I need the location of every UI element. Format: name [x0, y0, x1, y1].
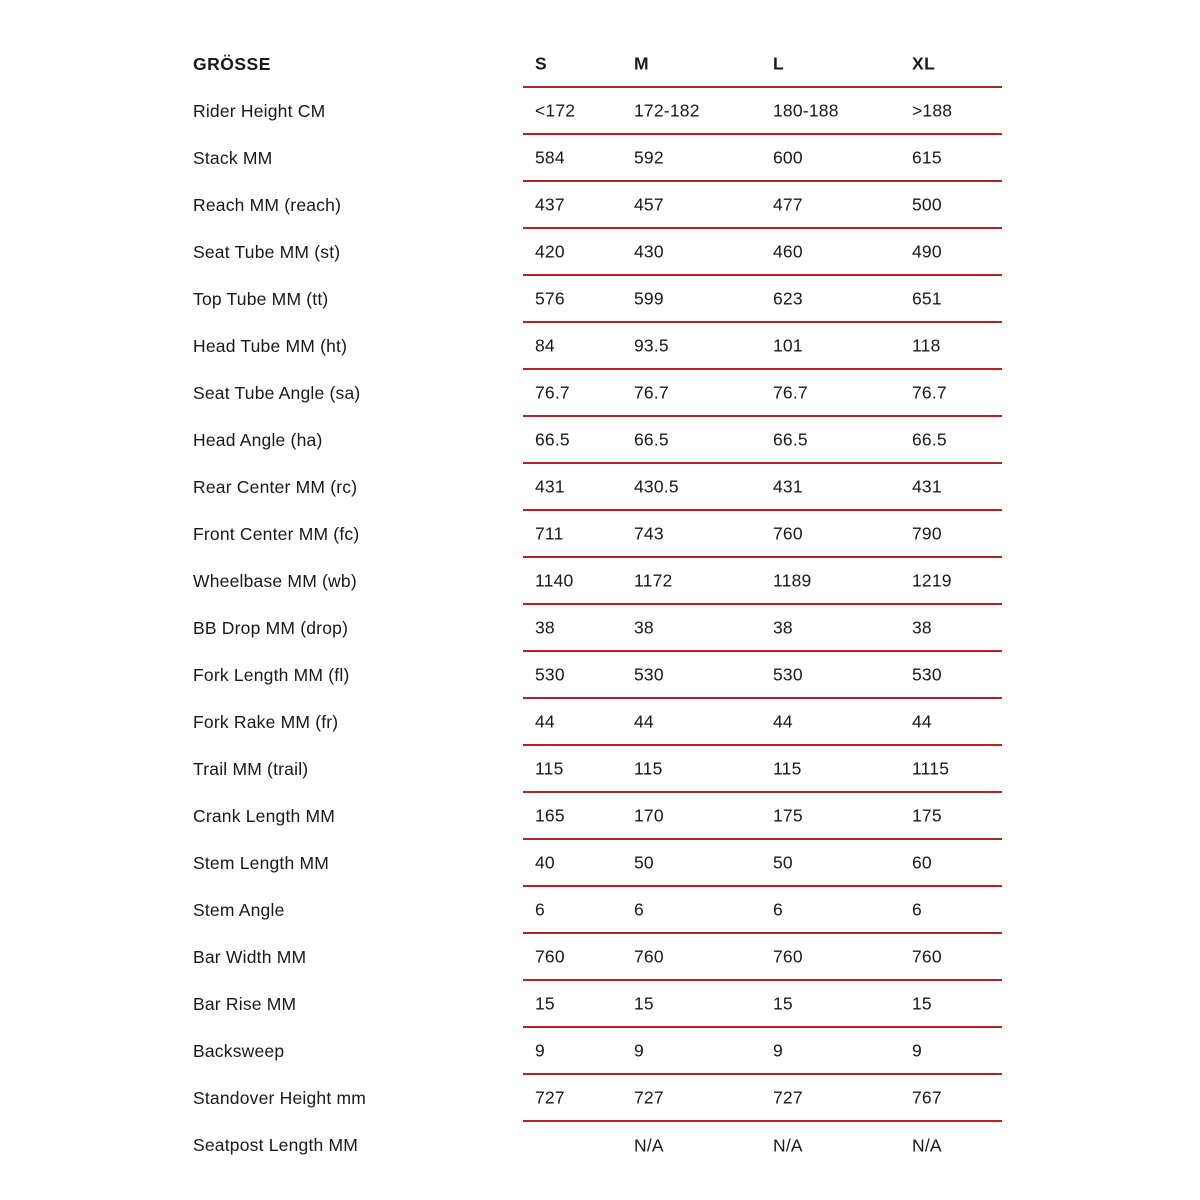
cell-m: 44	[634, 711, 654, 731]
cell-m: 38	[634, 617, 654, 637]
cell-xl: 66.5	[912, 429, 947, 449]
row-values	[523, 370, 1002, 417]
table-row	[0, 793, 1200, 840]
cell-xl: 60	[912, 852, 932, 872]
row-label: Head Tube MM (ht)	[193, 336, 348, 356]
row-values	[523, 981, 1002, 1028]
cell-s: 38	[535, 617, 555, 637]
cell-l: 431	[773, 476, 803, 496]
cell-m: 76.7	[634, 382, 669, 402]
row-label: BB Drop MM (drop)	[193, 618, 349, 638]
cell-xl: 790	[912, 523, 942, 543]
cell-s: 66.5	[535, 429, 570, 449]
cell-l: 44	[773, 711, 793, 731]
cell-xl: 1115	[912, 758, 950, 778]
size-header-label: GRÖSSE	[193, 54, 271, 74]
row-label: Seat Tube MM (st)	[193, 242, 341, 262]
row-label: Rear Center MM (rc)	[193, 477, 358, 497]
cell-xl: 175	[912, 805, 942, 825]
table-row	[0, 887, 1200, 934]
row-values	[523, 793, 1002, 840]
cell-xl: 431	[912, 476, 942, 496]
cell-s: 165	[535, 805, 565, 825]
table-row	[0, 88, 1200, 135]
header-col-xl: XL	[912, 53, 936, 73]
table-row	[0, 1075, 1200, 1122]
row-values	[523, 1122, 1002, 1169]
cell-s: 115	[535, 758, 564, 778]
table-header-row	[0, 41, 1200, 88]
cell-m: 457	[634, 194, 664, 214]
row-values	[523, 182, 1002, 229]
cell-xl: 6	[912, 899, 922, 919]
table-row	[0, 699, 1200, 746]
cell-l: 38	[773, 617, 793, 637]
row-values	[523, 417, 1002, 464]
cell-m: 170	[634, 805, 664, 825]
cell-xl: >188	[912, 100, 953, 120]
cell-s: 9	[535, 1040, 545, 1060]
cell-l: 6	[773, 899, 783, 919]
cell-s: 40	[535, 852, 555, 872]
row-values	[523, 1028, 1002, 1075]
table-row	[0, 558, 1200, 605]
table-row	[0, 1122, 1200, 1169]
row-values	[523, 840, 1002, 887]
cell-s: 711	[535, 523, 564, 543]
header-values	[523, 41, 1002, 88]
cell-m: 6	[634, 899, 644, 919]
table-row	[0, 511, 1200, 558]
row-label: Top Tube MM (tt)	[193, 289, 329, 309]
row-label: Trail MM (trail)	[193, 759, 309, 779]
row-values	[523, 135, 1002, 182]
cell-m: 172-182	[634, 100, 700, 120]
table-row	[0, 746, 1200, 793]
row-label: Backsweep	[193, 1041, 285, 1061]
cell-l: 600	[773, 147, 803, 167]
table-row	[0, 934, 1200, 981]
cell-l: 623	[773, 288, 803, 308]
cell-xl: 651	[912, 288, 942, 308]
cell-l: 460	[773, 241, 803, 261]
cell-xl: 38	[912, 617, 932, 637]
cell-s: 431	[535, 476, 565, 496]
cell-xl: 76.7	[912, 382, 947, 402]
cell-s: 576	[535, 288, 565, 308]
row-values	[523, 464, 1002, 511]
table-row	[0, 605, 1200, 652]
cell-l: 760	[773, 946, 803, 966]
row-label: Bar Width MM	[193, 947, 307, 967]
cell-s: <172	[535, 100, 576, 120]
cell-l: 76.7	[773, 382, 808, 402]
table-row	[0, 840, 1200, 887]
row-label: Bar Rise MM	[193, 994, 297, 1014]
row-values	[523, 1075, 1002, 1122]
row-values	[523, 88, 1002, 135]
cell-l: 477	[773, 194, 803, 214]
cell-xl: 490	[912, 241, 942, 261]
cell-m: 50	[634, 852, 654, 872]
table-row	[0, 652, 1200, 699]
row-label: Seatpost Length MM	[193, 1135, 359, 1155]
row-label: Wheelbase MM (wb)	[193, 571, 357, 591]
cell-m: 592	[634, 147, 664, 167]
cell-l: 760	[773, 523, 803, 543]
cell-l: 15	[773, 993, 793, 1013]
table-row	[0, 1028, 1200, 1075]
cell-xl: 500	[912, 194, 942, 214]
cell-s: 420	[535, 241, 565, 261]
cell-s: 584	[535, 147, 565, 167]
cell-l: 9	[773, 1040, 783, 1060]
cell-xl: 118	[912, 335, 941, 355]
row-values	[523, 229, 1002, 276]
table-row	[0, 182, 1200, 229]
row-values	[523, 276, 1002, 323]
cell-l: 115	[773, 758, 802, 778]
row-values	[523, 934, 1002, 981]
row-label: Head Angle (ha)	[193, 430, 323, 450]
cell-m: 430.5	[634, 476, 679, 496]
cell-xl: 44	[912, 711, 932, 731]
row-label: Stem Angle	[193, 900, 285, 920]
cell-l: N/A	[773, 1135, 803, 1155]
row-label: Standover Height mm	[193, 1088, 367, 1108]
cell-m: 1172	[634, 570, 673, 590]
cell-l: 101	[773, 335, 803, 355]
cell-xl: 530	[912, 664, 942, 684]
row-values	[523, 323, 1002, 370]
cell-s: 84	[535, 335, 555, 355]
cell-l: 727	[773, 1087, 803, 1107]
row-label: Stack MM	[193, 148, 273, 168]
cell-xl: 9	[912, 1040, 922, 1060]
row-label: Rider Height CM	[193, 101, 326, 121]
row-label: Crank Length MM	[193, 806, 336, 826]
table-row	[0, 276, 1200, 323]
table-row	[0, 417, 1200, 464]
row-values	[523, 887, 1002, 934]
row-label: Fork Rake MM (fr)	[193, 712, 339, 732]
cell-m: 760	[634, 946, 664, 966]
cell-s: 530	[535, 664, 565, 684]
row-values	[523, 652, 1002, 699]
cell-l: 66.5	[773, 429, 808, 449]
cell-m: 727	[634, 1087, 664, 1107]
cell-m: 15	[634, 993, 654, 1013]
cell-m: 599	[634, 288, 664, 308]
cell-s: 44	[535, 711, 555, 731]
cell-xl: 1219	[912, 570, 952, 590]
cell-s: 76.7	[535, 382, 570, 402]
cell-xl: N/A	[912, 1135, 942, 1155]
cell-s: 437	[535, 194, 565, 214]
row-label: Seat Tube Angle (sa)	[193, 383, 361, 403]
cell-m: 743	[634, 523, 664, 543]
header-col-m: M	[634, 53, 650, 73]
row-label: Stem Length MM	[193, 853, 330, 873]
row-values	[523, 605, 1002, 652]
header-col-l: L	[773, 53, 785, 73]
table-row	[0, 323, 1200, 370]
cell-s: 1140	[535, 570, 574, 590]
row-label: Front Center MM (fc)	[193, 524, 360, 544]
cell-l: 50	[773, 852, 793, 872]
table-row	[0, 464, 1200, 511]
row-values	[523, 699, 1002, 746]
row-values	[523, 558, 1002, 605]
cell-s: 727	[535, 1087, 565, 1107]
row-values	[523, 746, 1002, 793]
cell-l: 1189	[773, 570, 812, 590]
cell-s: 6	[535, 899, 545, 919]
cell-l: 530	[773, 664, 803, 684]
cell-l: 180-188	[773, 100, 839, 120]
row-label: Fork Length MM (fl)	[193, 665, 350, 685]
header-col-s: S	[535, 53, 548, 73]
cell-xl: 15	[912, 993, 932, 1013]
cell-m: 93.5	[634, 335, 669, 355]
cell-m: 9	[634, 1040, 644, 1060]
cell-m: 66.5	[634, 429, 669, 449]
table-row	[0, 370, 1200, 417]
cell-m: N/A	[634, 1135, 664, 1155]
cell-xl: 615	[912, 147, 942, 167]
row-values	[523, 511, 1002, 558]
cell-s: 15	[535, 993, 555, 1013]
cell-l: 175	[773, 805, 803, 825]
cell-xl: 767	[912, 1087, 942, 1107]
cell-xl: 760	[912, 946, 942, 966]
cell-m: 530	[634, 664, 664, 684]
table-row	[0, 135, 1200, 182]
table-row	[0, 981, 1200, 1028]
cell-m: 115	[634, 758, 663, 778]
row-label: Reach MM (reach)	[193, 195, 342, 215]
cell-s: 760	[535, 946, 565, 966]
table-row	[0, 229, 1200, 276]
cell-m: 430	[634, 241, 664, 261]
